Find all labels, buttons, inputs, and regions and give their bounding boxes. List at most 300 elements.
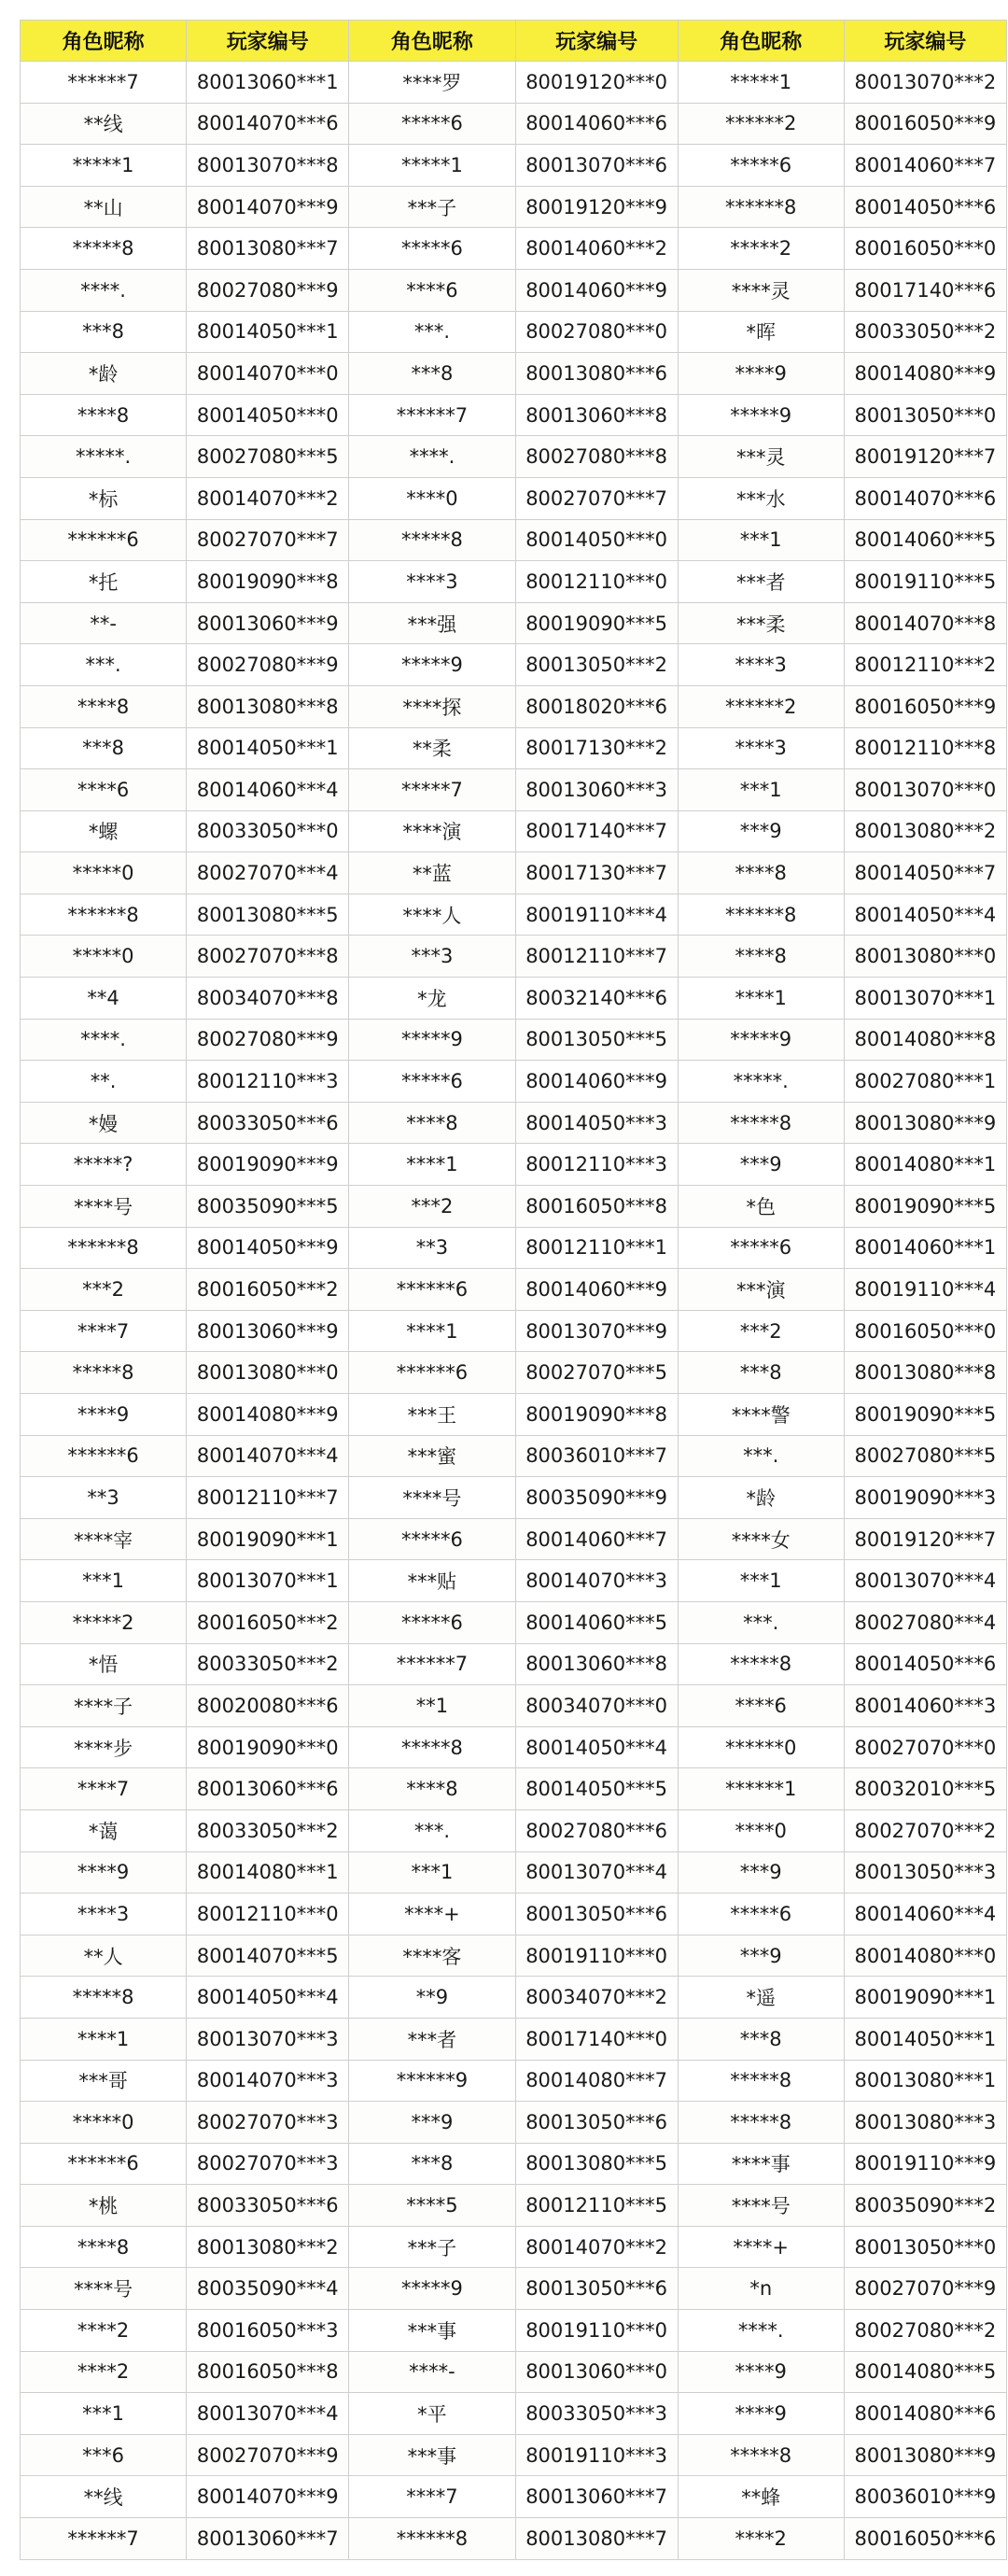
cell-player-id: 80019120***9 [515, 186, 678, 228]
cell-nickname: ****2 [21, 2351, 187, 2393]
cell-nickname: *****? [21, 1144, 187, 1186]
cell-player-id: 80013070***2 [844, 62, 1006, 104]
cell-player-id: 80012110***1 [515, 1227, 678, 1269]
cell-nickname: ****. [678, 2310, 844, 2352]
cell-nickname: *****2 [21, 1601, 187, 1643]
cell-player-id: 80013070***0 [844, 769, 1006, 811]
cell-player-id: 80019110***5 [844, 561, 1006, 603]
cell-player-id: 80035090***4 [187, 2268, 349, 2310]
cell-player-id: 80027070***3 [187, 2102, 349, 2144]
cell-player-id: 80027080***5 [844, 1435, 1006, 1477]
cell-player-id: 80013070***4 [187, 2393, 349, 2435]
table-row [21, 519, 1007, 561]
table-row [21, 1809, 1007, 1851]
table-row [21, 1685, 1007, 1727]
cell-player-id: 80014050***7 [844, 852, 1006, 894]
cell-player-id: 80027070***2 [844, 1809, 1006, 1851]
cell-player-id: 80014060***3 [844, 1685, 1006, 1727]
cell-player-id: 80019110***4 [515, 894, 678, 936]
cell-nickname: *****2 [678, 228, 844, 270]
cell-player-id: 80019090***0 [187, 1726, 349, 1768]
table-row [21, 2185, 1007, 2227]
cell-player-id: 80027070***7 [187, 519, 349, 561]
cell-player-id: 80013050***6 [515, 1893, 678, 1936]
table-row [21, 1851, 1007, 1893]
cell-player-id: 80019120***0 [515, 62, 678, 104]
cell-nickname: ****8 [21, 394, 187, 436]
cell-player-id: 80012110***8 [844, 727, 1006, 769]
cell-player-id: 80014060***4 [187, 769, 349, 811]
cell-player-id: 80032010***5 [844, 1768, 1006, 1810]
cell-player-id: 80014080***6 [844, 2393, 1006, 2435]
table-row [21, 186, 1007, 228]
cell-nickname: ***. [21, 644, 187, 686]
cell-player-id: 80013080***1 [844, 2060, 1006, 2102]
cell-nickname: *****6 [349, 1518, 515, 1560]
cell-player-id: 80013060***9 [187, 1310, 349, 1352]
cell-nickname: *****8 [678, 2102, 844, 2144]
player-list-container [20, 20, 1007, 2560]
cell-player-id: 80027080***9 [187, 269, 349, 311]
cell-player-id: 80012110***7 [515, 936, 678, 978]
cell-player-id: 80014080***5 [844, 2351, 1006, 2393]
cell-nickname: ***9 [678, 1935, 844, 1977]
cell-nickname: *****9 [349, 1019, 515, 1061]
cell-nickname: ***. [678, 1435, 844, 1477]
cell-player-id: 80016050***9 [844, 685, 1006, 727]
cell-player-id: 80017130***2 [515, 727, 678, 769]
cell-player-id: 80013060***6 [187, 1768, 349, 1810]
cell-player-id: 80014060***5 [515, 1601, 678, 1643]
cell-nickname: *****0 [21, 936, 187, 978]
cell-player-id: 80019110***9 [844, 2143, 1006, 2185]
cell-player-id: 80013050***3 [844, 1851, 1006, 1893]
cell-nickname: ****步 [21, 1726, 187, 1768]
table-row [21, 602, 1007, 644]
cell-nickname: ****9 [678, 353, 844, 395]
cell-nickname: ***子 [349, 2226, 515, 2268]
cell-player-id: 80027070***9 [187, 2434, 349, 2476]
cell-nickname: *****8 [21, 1352, 187, 1394]
cell-nickname: *****8 [678, 2060, 844, 2102]
cell-player-id: 80035090***2 [844, 2185, 1006, 2227]
cell-nickname: ***2 [349, 1186, 515, 1228]
cell-player-id: 80027080***9 [187, 1019, 349, 1061]
table-row [21, 1726, 1007, 1768]
cell-player-id: 80019090***5 [844, 1394, 1006, 1436]
cell-player-id: 80012110***2 [844, 644, 1006, 686]
table-row [21, 2018, 1007, 2060]
cell-nickname: ****号 [21, 2268, 187, 2310]
cell-nickname: *****9 [349, 644, 515, 686]
cell-nickname: ***1 [349, 1851, 515, 1893]
table-row [21, 1310, 1007, 1352]
cell-nickname: ****1 [349, 1310, 515, 1352]
cell-nickname: ***1 [678, 519, 844, 561]
cell-nickname: ****号 [349, 1477, 515, 1519]
cell-player-id: 80014070***6 [844, 477, 1006, 519]
cell-player-id: 80027070***3 [187, 2143, 349, 2185]
cell-player-id: 80014080***8 [844, 1019, 1006, 1061]
cell-nickname: ******6 [21, 1435, 187, 1477]
cell-player-id: 80033050***2 [844, 311, 1006, 353]
cell-nickname: ****7 [21, 1310, 187, 1352]
cell-player-id: 80014070***4 [187, 1435, 349, 1477]
cell-nickname: ****3 [678, 727, 844, 769]
cell-player-id: 80027080***5 [187, 436, 349, 478]
cell-player-id: 80016050***0 [844, 228, 1006, 270]
table-row [21, 1601, 1007, 1643]
cell-player-id: 80013080***0 [844, 936, 1006, 978]
cell-player-id: 80014050***1 [844, 2018, 1006, 2060]
cell-player-id: 80013070***1 [187, 1560, 349, 1602]
cell-player-id: 80017130***7 [515, 852, 678, 894]
cell-nickname: ******8 [349, 2518, 515, 2560]
cell-player-id: 80012110***3 [187, 1061, 349, 1103]
cell-nickname: ****. [21, 1019, 187, 1061]
table-row [21, 2393, 1007, 2435]
cell-player-id: 80016050***6 [844, 2518, 1006, 2560]
cell-nickname: *标 [21, 477, 187, 519]
table-row [21, 1560, 1007, 1602]
cell-nickname: ***8 [349, 2143, 515, 2185]
cell-player-id: 80012110***0 [515, 561, 678, 603]
cell-nickname: ******7 [349, 394, 515, 436]
cell-nickname: *遥 [678, 1977, 844, 2019]
cell-nickname: ****- [349, 2351, 515, 2393]
cell-nickname: ****3 [21, 1893, 187, 1936]
cell-player-id: 80013050***0 [844, 2226, 1006, 2268]
cell-nickname: *****7 [349, 769, 515, 811]
cell-nickname: ***. [349, 1809, 515, 1851]
cell-nickname: *****8 [678, 2434, 844, 2476]
cell-nickname: ******2 [678, 103, 844, 145]
header-player-id-3: 玩家编号 [844, 21, 1006, 62]
cell-player-id: 80013060***0 [515, 2351, 678, 2393]
table-row [21, 228, 1007, 270]
cell-nickname: ******8 [678, 186, 844, 228]
cell-nickname: ****9 [21, 1851, 187, 1893]
cell-nickname: ******2 [678, 685, 844, 727]
cell-nickname: ******6 [21, 2143, 187, 2185]
cell-player-id: 80014070***3 [515, 1560, 678, 1602]
cell-player-id: 80014050***0 [515, 519, 678, 561]
cell-player-id: 80016050***0 [844, 1310, 1006, 1352]
cell-nickname: ***9 [678, 1144, 844, 1186]
cell-player-id: 80013060***7 [187, 2518, 349, 2560]
cell-player-id: 80014070***0 [187, 353, 349, 395]
cell-nickname: ****号 [678, 2185, 844, 2227]
cell-nickname: ****8 [678, 852, 844, 894]
table-row [21, 685, 1007, 727]
cell-nickname: ****演 [349, 810, 515, 852]
cell-player-id: 80035090***9 [515, 1477, 678, 1519]
table-row [21, 2143, 1007, 2185]
cell-nickname: ****事 [678, 2143, 844, 2185]
cell-nickname: ***8 [678, 1352, 844, 1394]
cell-nickname: ***王 [349, 1394, 515, 1436]
cell-nickname: ****9 [678, 2351, 844, 2393]
cell-player-id: 80014060***9 [515, 269, 678, 311]
cell-nickname: **线 [21, 103, 187, 145]
cell-player-id: 80016050***2 [187, 1601, 349, 1643]
cell-player-id: 80019110***4 [844, 1269, 1006, 1311]
cell-player-id: 80012110***3 [515, 1144, 678, 1186]
cell-nickname: ***. [349, 311, 515, 353]
cell-player-id: 80013060***1 [187, 62, 349, 104]
cell-nickname: ******8 [21, 894, 187, 936]
cell-player-id: 80014050***3 [515, 1102, 678, 1144]
cell-nickname: ****6 [678, 1685, 844, 1727]
cell-nickname: ******6 [349, 1352, 515, 1394]
cell-nickname: *悟 [21, 1643, 187, 1685]
table-row [21, 1518, 1007, 1560]
cell-nickname: ****罗 [349, 62, 515, 104]
cell-player-id: 80027080***1 [844, 1061, 1006, 1103]
cell-player-id: 80013080***5 [515, 2143, 678, 2185]
cell-nickname: **3 [21, 1477, 187, 1519]
cell-nickname: ****7 [349, 2476, 515, 2518]
cell-nickname: ****9 [678, 2393, 844, 2435]
cell-nickname: ******7 [349, 1643, 515, 1685]
table-row [21, 1061, 1007, 1103]
cell-player-id: 80017140***7 [515, 810, 678, 852]
cell-nickname: ***2 [678, 1310, 844, 1352]
cell-nickname: ***8 [678, 2018, 844, 2060]
cell-nickname: ****6 [21, 769, 187, 811]
cell-player-id: 80014070***2 [187, 477, 349, 519]
table-row [21, 1935, 1007, 1977]
cell-player-id: 80013080***6 [515, 353, 678, 395]
cell-player-id: 80019090***9 [187, 1144, 349, 1186]
cell-player-id: 80033050***2 [187, 1809, 349, 1851]
cell-player-id: 80014080***0 [844, 1935, 1006, 1977]
cell-player-id: 80033050***3 [515, 2393, 678, 2435]
cell-nickname: *嫚 [21, 1102, 187, 1144]
cell-nickname: **人 [21, 1935, 187, 1977]
cell-nickname: ****2 [21, 2310, 187, 2352]
cell-nickname: ****1 [21, 2018, 187, 2060]
cell-player-id: 80014080***7 [515, 2060, 678, 2102]
cell-player-id: 80016050***9 [844, 103, 1006, 145]
cell-player-id: 80027080***4 [844, 1601, 1006, 1643]
cell-nickname: **4 [21, 978, 187, 1020]
cell-nickname: *托 [21, 561, 187, 603]
cell-player-id: 80033050***6 [187, 1102, 349, 1144]
cell-nickname: *****6 [349, 228, 515, 270]
cell-player-id: 80014060***9 [515, 1061, 678, 1103]
cell-nickname: *****6 [349, 103, 515, 145]
cell-player-id: 80014050***4 [844, 894, 1006, 936]
cell-nickname: ****0 [349, 477, 515, 519]
cell-nickname: *****. [21, 436, 187, 478]
cell-player-id: 80034070***2 [515, 1977, 678, 2019]
cell-player-id: 80013060***8 [515, 1643, 678, 1685]
cell-nickname: *****0 [21, 2102, 187, 2144]
cell-nickname: ***1 [678, 769, 844, 811]
cell-player-id: 80013050***6 [515, 2102, 678, 2144]
cell-player-id: 80019110***0 [515, 2310, 678, 2352]
cell-nickname: ***蜜 [349, 1435, 515, 1477]
table-row [21, 394, 1007, 436]
table-row [21, 2102, 1007, 2144]
cell-nickname: **- [21, 602, 187, 644]
cell-nickname: *****8 [21, 1977, 187, 2019]
header-row [21, 21, 1007, 62]
cell-player-id: 80036010***7 [515, 1435, 678, 1477]
cell-nickname: **1 [349, 1685, 515, 1727]
cell-player-id: 80013060***7 [515, 2476, 678, 2518]
cell-nickname: **柔 [349, 727, 515, 769]
cell-nickname: ****8 [349, 1768, 515, 1810]
cell-nickname: ***灵 [678, 436, 844, 478]
table-row [21, 145, 1007, 187]
cell-player-id: 80014050***4 [515, 1726, 678, 1768]
cell-nickname: *****8 [678, 1643, 844, 1685]
cell-nickname: ******7 [21, 2518, 187, 2560]
cell-nickname: ***柔 [678, 602, 844, 644]
cell-player-id: 80027080***6 [515, 1809, 678, 1851]
cell-nickname: ******6 [21, 519, 187, 561]
cell-player-id: 80013080***9 [844, 1102, 1006, 1144]
cell-nickname: ***者 [349, 2018, 515, 2060]
table-row [21, 2268, 1007, 2310]
cell-nickname: *平 [349, 2393, 515, 2435]
cell-nickname: ****警 [678, 1394, 844, 1436]
table-row [21, 2226, 1007, 2268]
cell-nickname: ****9 [21, 1394, 187, 1436]
cell-nickname: ******1 [678, 1768, 844, 1810]
cell-nickname: ******9 [349, 2060, 515, 2102]
table-row [21, 2351, 1007, 2393]
table-row [21, 894, 1007, 936]
cell-nickname: ****人 [349, 894, 515, 936]
cell-nickname: *****9 [678, 1019, 844, 1061]
cell-player-id: 80019090***8 [187, 561, 349, 603]
cell-player-id: 80013060***8 [515, 394, 678, 436]
cell-nickname: ***1 [21, 1560, 187, 1602]
cell-nickname: ***8 [21, 727, 187, 769]
table-row [21, 477, 1007, 519]
cell-player-id: 80014060***6 [515, 103, 678, 145]
cell-nickname: **蜂 [678, 2476, 844, 2518]
cell-nickname: ***9 [349, 2102, 515, 2144]
cell-nickname: **线 [21, 2476, 187, 2518]
cell-player-id: 80014070***3 [187, 2060, 349, 2102]
header-player-id-2: 玩家编号 [515, 21, 678, 62]
cell-nickname: *****8 [21, 228, 187, 270]
cell-player-id: 80017140***6 [844, 269, 1006, 311]
cell-nickname: ***演 [678, 1269, 844, 1311]
table-row [21, 1186, 1007, 1228]
cell-nickname: *****8 [678, 1102, 844, 1144]
table-row [21, 1394, 1007, 1436]
table-row [21, 852, 1007, 894]
cell-nickname: ***6 [21, 2434, 187, 2476]
cell-nickname: ***. [678, 1601, 844, 1643]
table-row [21, 1477, 1007, 1519]
cell-player-id: 80013070***1 [844, 978, 1006, 1020]
cell-player-id: 80020080***6 [187, 1685, 349, 1727]
cell-player-id: 80014060***4 [844, 1893, 1006, 1936]
cell-player-id: 80014050***1 [187, 727, 349, 769]
cell-player-id: 80019090***3 [844, 1477, 1006, 1519]
cell-player-id: 80013080***5 [187, 894, 349, 936]
cell-player-id: 80014060***5 [844, 519, 1006, 561]
cell-nickname: *龙 [349, 978, 515, 1020]
cell-player-id: 80014050***0 [187, 394, 349, 436]
cell-player-id: 80013070***4 [515, 1851, 678, 1893]
cell-nickname: ***事 [349, 2434, 515, 2476]
cell-nickname: ****1 [349, 1144, 515, 1186]
cell-nickname: *****6 [678, 1893, 844, 1936]
cell-player-id: 80013080***7 [515, 2518, 678, 2560]
cell-player-id: 80013080***7 [187, 228, 349, 270]
cell-nickname: ****女 [678, 1518, 844, 1560]
cell-nickname: *龄 [21, 353, 187, 395]
cell-nickname: ****0 [678, 1809, 844, 1851]
cell-player-id: 80016050***3 [187, 2310, 349, 2352]
cell-player-id: 80013050***5 [515, 1019, 678, 1061]
cell-player-id: 80027070***7 [515, 477, 678, 519]
table-row [21, 1768, 1007, 1810]
cell-player-id: 80027080***8 [515, 436, 678, 478]
cell-player-id: 80014070***6 [187, 103, 349, 145]
cell-nickname: *色 [678, 1186, 844, 1228]
cell-player-id: 80035090***5 [187, 1186, 349, 1228]
cell-player-id: 80016050***8 [187, 2351, 349, 2393]
table-row [21, 1352, 1007, 1394]
cell-nickname: **. [21, 1061, 187, 1103]
cell-player-id: 80013070***3 [187, 2018, 349, 2060]
cell-player-id: 80027070***5 [515, 1352, 678, 1394]
cell-nickname: *****1 [21, 145, 187, 187]
cell-player-id: 80034070***0 [515, 1685, 678, 1727]
table-row [21, 2518, 1007, 2560]
cell-player-id: 80019090***8 [515, 1394, 678, 1436]
cell-player-id: 80014050***5 [515, 1768, 678, 1810]
cell-player-id: 80036010***9 [844, 2476, 1006, 2518]
cell-nickname: *龄 [678, 1477, 844, 1519]
cell-player-id: 80013080***3 [844, 2102, 1006, 2144]
cell-player-id: 80019120***7 [844, 1518, 1006, 1560]
cell-player-id: 80014070***5 [187, 1935, 349, 1977]
cell-player-id: 80014080***9 [187, 1394, 349, 1436]
cell-player-id: 80019110***3 [515, 2434, 678, 2476]
cell-nickname: ****8 [21, 2226, 187, 2268]
table-row [21, 436, 1007, 478]
cell-nickname: ***强 [349, 602, 515, 644]
cell-nickname: ***3 [349, 936, 515, 978]
cell-nickname: ***水 [678, 477, 844, 519]
cell-player-id: 80013070***8 [187, 145, 349, 187]
table-row [21, 353, 1007, 395]
table-row [21, 644, 1007, 686]
cell-nickname: *****6 [678, 1227, 844, 1269]
header-nickname-3: 角色昵称 [678, 21, 844, 62]
cell-player-id: 80033050***2 [187, 1643, 349, 1685]
cell-player-id: 80019090***1 [844, 1977, 1006, 2019]
table-row [21, 103, 1007, 145]
cell-nickname: *****1 [349, 145, 515, 187]
cell-player-id: 80027080***2 [844, 2310, 1006, 2352]
cell-nickname: *桃 [21, 2185, 187, 2227]
cell-player-id: 80012110***0 [187, 1893, 349, 1936]
cell-nickname: *蔼 [21, 1809, 187, 1851]
cell-nickname: ******7 [21, 62, 187, 104]
cell-player-id: 80019090***5 [844, 1186, 1006, 1228]
cell-player-id: 80014080***1 [844, 1144, 1006, 1186]
